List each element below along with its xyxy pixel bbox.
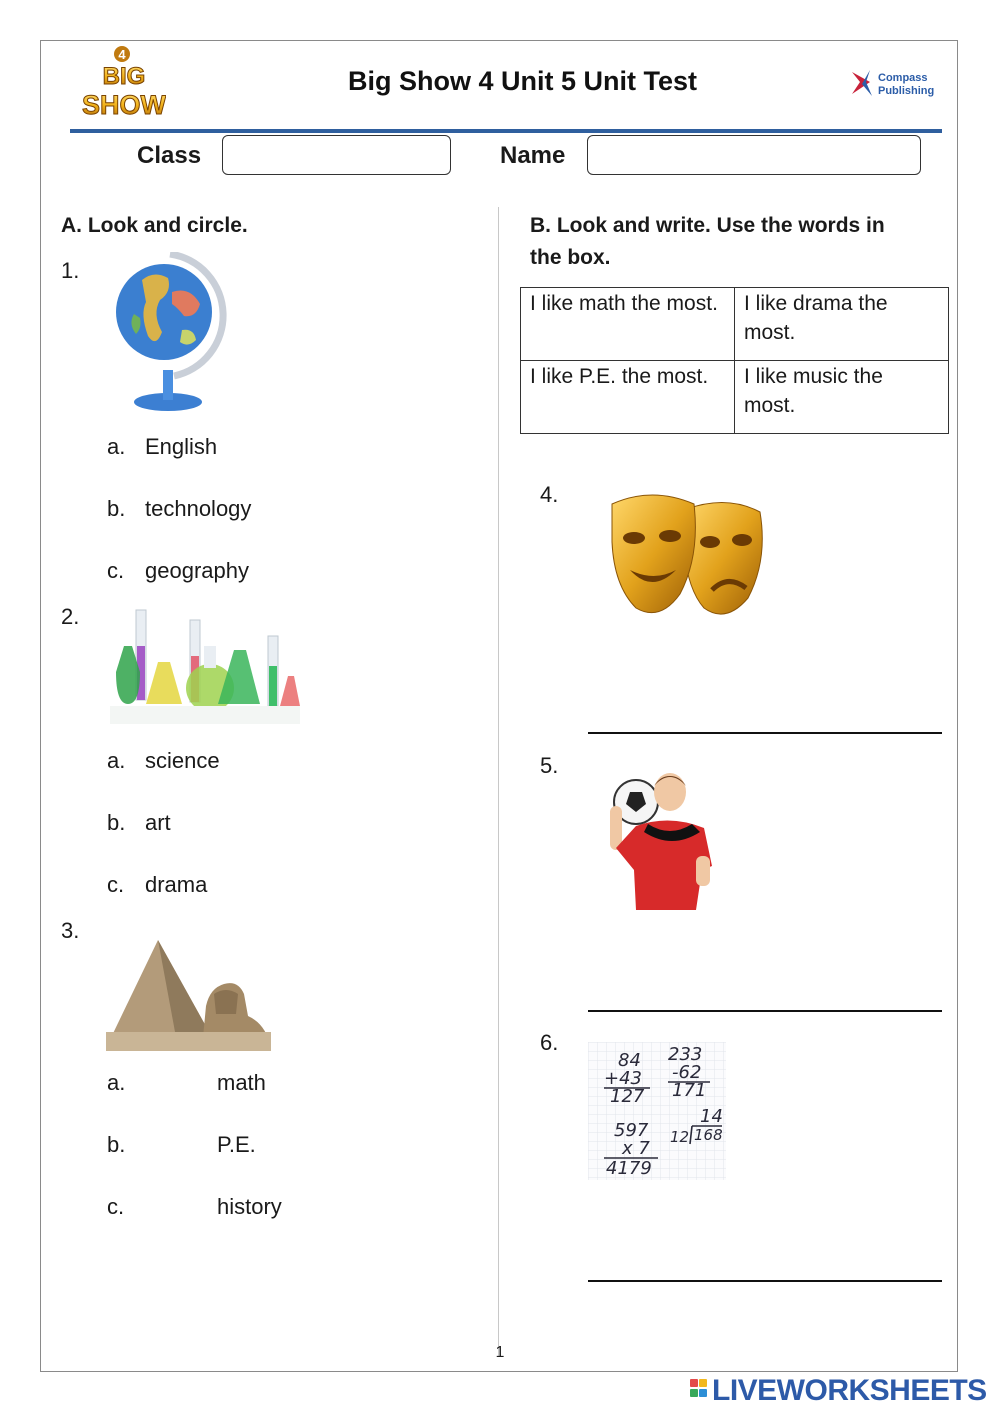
question-1-option-a[interactable]: a. English	[107, 434, 218, 459]
section-b-heading-line2: the box.	[530, 246, 611, 269]
svg-text:SHOW: SHOW	[82, 90, 166, 120]
math-text: -62	[672, 1062, 702, 1083]
svg-text:Compass: Compass	[878, 72, 928, 84]
name-label: Name	[500, 142, 566, 169]
class-label: Class	[137, 142, 202, 169]
question-3-number: 3.	[61, 918, 80, 943]
question-3-option-b[interactable]: b. P.E.	[107, 1132, 256, 1157]
question-3-option-c[interactable]: c. history	[107, 1194, 282, 1219]
word-box-cell: I like music the most.	[735, 361, 949, 434]
math-text: 168	[694, 1126, 723, 1144]
math-arithmetic-image	[588, 1042, 726, 1180]
question-2-option-b[interactable]: b. art	[107, 810, 171, 835]
page-title: Big Show 4 Unit 5 Unit Test	[347, 66, 697, 96]
math-text: 233	[668, 1044, 703, 1065]
word-box-row	[521, 361, 949, 434]
question-5-answer-line[interactable]	[588, 1010, 942, 1012]
question-4-answer-line[interactable]	[588, 732, 942, 734]
liveworksheets-watermark	[690, 1374, 987, 1408]
section-a-heading: A. Look and circle.	[61, 214, 248, 237]
question-2-number: 2.	[61, 604, 80, 629]
question-1-option-b[interactable]: b. technology	[107, 496, 252, 521]
math-text: 4179	[606, 1158, 652, 1179]
header-rule	[70, 129, 942, 133]
liveworksheets-icon	[690, 1377, 708, 1403]
section-b-heading	[530, 210, 885, 274]
math-text: x 7	[622, 1138, 650, 1159]
question-5-number: 5.	[540, 753, 559, 778]
drama-masks-image	[608, 490, 766, 630]
boy-with-soccer-ball-image	[596, 766, 720, 910]
word-box-cell: I like drama the most.	[735, 288, 949, 361]
lab-flasks-image	[110, 606, 300, 724]
svg-text:4: 4	[118, 47, 126, 62]
question-3-option-a[interactable]: a. math	[107, 1070, 266, 1095]
word-box	[520, 287, 949, 434]
liveworksheets-text: LIVEWORKSHEETS	[712, 1374, 987, 1407]
math-text: 597	[614, 1120, 649, 1141]
math-text: 84	[618, 1050, 641, 1071]
pyramid-sphinx-image	[106, 936, 271, 1051]
math-text: 171	[672, 1080, 707, 1101]
globe-image	[112, 252, 230, 414]
section-b-heading-line1: B. Look and write. Use the words in	[530, 214, 885, 237]
question-6-number: 6.	[540, 1030, 559, 1055]
question-2-option-a[interactable]: a. science	[107, 748, 220, 773]
column-divider	[498, 207, 499, 1357]
svg-text:Publishing: Publishing	[878, 85, 935, 97]
question-1-option-c[interactable]: c. geography	[107, 558, 249, 583]
page-number: 1	[495, 1344, 505, 1361]
question-2-option-c[interactable]: c. drama	[107, 872, 208, 897]
word-box-cell: I like math the most.	[521, 288, 735, 361]
math-text: +43	[604, 1068, 642, 1089]
word-box-row	[521, 288, 949, 361]
math-text: 12	[670, 1128, 690, 1146]
class-input[interactable]	[222, 135, 451, 175]
question-1-number: 1.	[61, 258, 80, 283]
math-text: 14	[700, 1106, 723, 1127]
question-4-number: 4.	[540, 482, 559, 507]
math-text: 127	[610, 1086, 645, 1107]
name-input[interactable]	[587, 135, 921, 175]
word-box-cell: I like P.E. the most.	[521, 361, 735, 434]
question-6-answer-line[interactable]	[588, 1280, 942, 1282]
svg-text:BIG: BIG	[102, 63, 146, 90]
compass-publishing-logo	[848, 66, 938, 100]
